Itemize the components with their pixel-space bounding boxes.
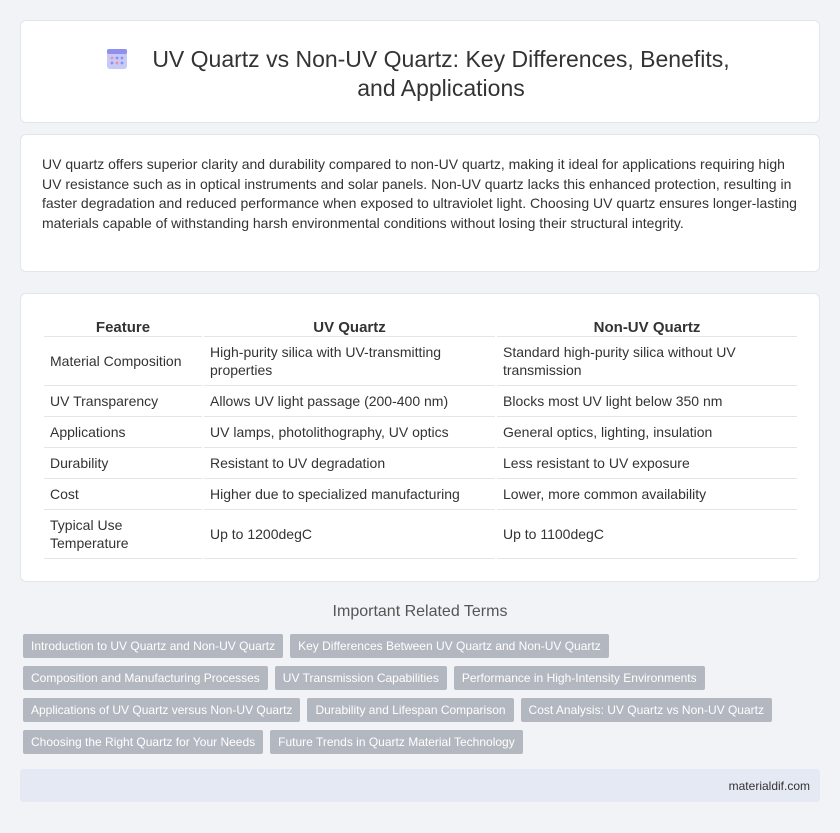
- page-title: UV Quartz vs Non-UV Quartz: Key Differences, Benefits, and Applications: [152, 46, 730, 101]
- feature-cell: Durability: [44, 448, 202, 479]
- comparison-table: [42, 315, 799, 559]
- related-term-tag[interactable]: Key Differences Between UV Quartz and Non-UV Quartz: [290, 634, 609, 658]
- feature-cell: UV Transparency: [44, 386, 202, 417]
- title-card: [20, 20, 820, 123]
- feature-cell: Typical Use Temperature: [44, 510, 202, 559]
- table-row: [44, 417, 797, 448]
- table-row: [44, 386, 797, 417]
- related-term-tag[interactable]: UV Transmission Capabilities: [275, 666, 447, 690]
- related-term-tag[interactable]: Introduction to UV Quartz and Non-UV Quartz: [23, 634, 283, 658]
- related-term-tag[interactable]: Durability and Lifespan Comparison: [307, 698, 513, 722]
- uv-quartz-cell: Allows UV light passage (200-400 nm): [204, 386, 495, 417]
- non-uv-quartz-cell: Standard high-purity silica without UV transmission: [497, 337, 797, 386]
- uv-quartz-cell: Up to 1200degC: [204, 510, 495, 559]
- related-term-tag[interactable]: Future Trends in Quartz Material Technology: [270, 730, 523, 754]
- header-uv-quartz: UV Quartz: [204, 315, 495, 337]
- feature-cell: Applications: [44, 417, 202, 448]
- table-row: [44, 448, 797, 479]
- calendar-grid-icon: [105, 47, 129, 71]
- uv-quartz-cell: UV lamps, photolithography, UV optics: [204, 417, 495, 448]
- footer-site-link[interactable]: materialdif.com: [728, 779, 810, 793]
- table-header-row: [44, 315, 797, 337]
- footer-bar: [20, 769, 820, 802]
- non-uv-quartz-cell: General optics, lighting, insulation: [497, 417, 797, 448]
- non-uv-quartz-cell: Up to 1100degC: [497, 510, 797, 559]
- intro-card: [20, 134, 820, 272]
- related-term-tag[interactable]: Cost Analysis: UV Quartz vs Non-UV Quartz: [521, 698, 772, 722]
- comparison-table-card: [20, 293, 820, 582]
- non-uv-quartz-cell: Blocks most UV light below 350 nm: [497, 386, 797, 417]
- uv-quartz-cell: Resistant to UV degradation: [204, 448, 495, 479]
- table-row: [44, 479, 797, 510]
- non-uv-quartz-cell: Lower, more common availability: [497, 479, 797, 510]
- header-non-uv-quartz: Non-UV Quartz: [497, 315, 797, 337]
- feature-cell: Cost: [44, 479, 202, 510]
- related-terms-heading: Important Related Terms: [332, 603, 508, 620]
- related-term-tag[interactable]: Applications of UV Quartz versus Non-UV Quartz: [23, 698, 300, 722]
- feature-cell: Material Composition: [44, 337, 202, 386]
- related-term-tag[interactable]: Composition and Manufacturing Processes: [23, 666, 268, 690]
- uv-quartz-cell: Higher due to specialized manufacturing: [204, 479, 495, 510]
- table-row: [44, 510, 797, 559]
- header-feature: Feature: [44, 315, 202, 337]
- uv-quartz-cell: High-purity silica with UV-transmitting properties: [204, 337, 495, 386]
- related-term-tag[interactable]: Choosing the Right Quartz for Your Needs: [23, 730, 263, 754]
- related-terms-list: [23, 634, 803, 762]
- non-uv-quartz-cell: Less resistant to UV exposure: [497, 448, 797, 479]
- intro-paragraph: UV quartz offers superior clarity and durability compared to non-UV quartz, making it ideal for applications requiring high UV resistance such as in optical instruments and solar panels. Non-UV quartz lacks this enhanced protection, resulting in faster degradation and reduced performance when exposed to ultraviolet light. Choosing UV quartz ensures longer-lasting materials capable of withstanding harsh environmental conditions without losing their structural integrity.: [42, 156, 797, 231]
- table-row: [44, 337, 797, 386]
- related-term-tag[interactable]: Performance in High-Intensity Environments: [454, 666, 705, 690]
